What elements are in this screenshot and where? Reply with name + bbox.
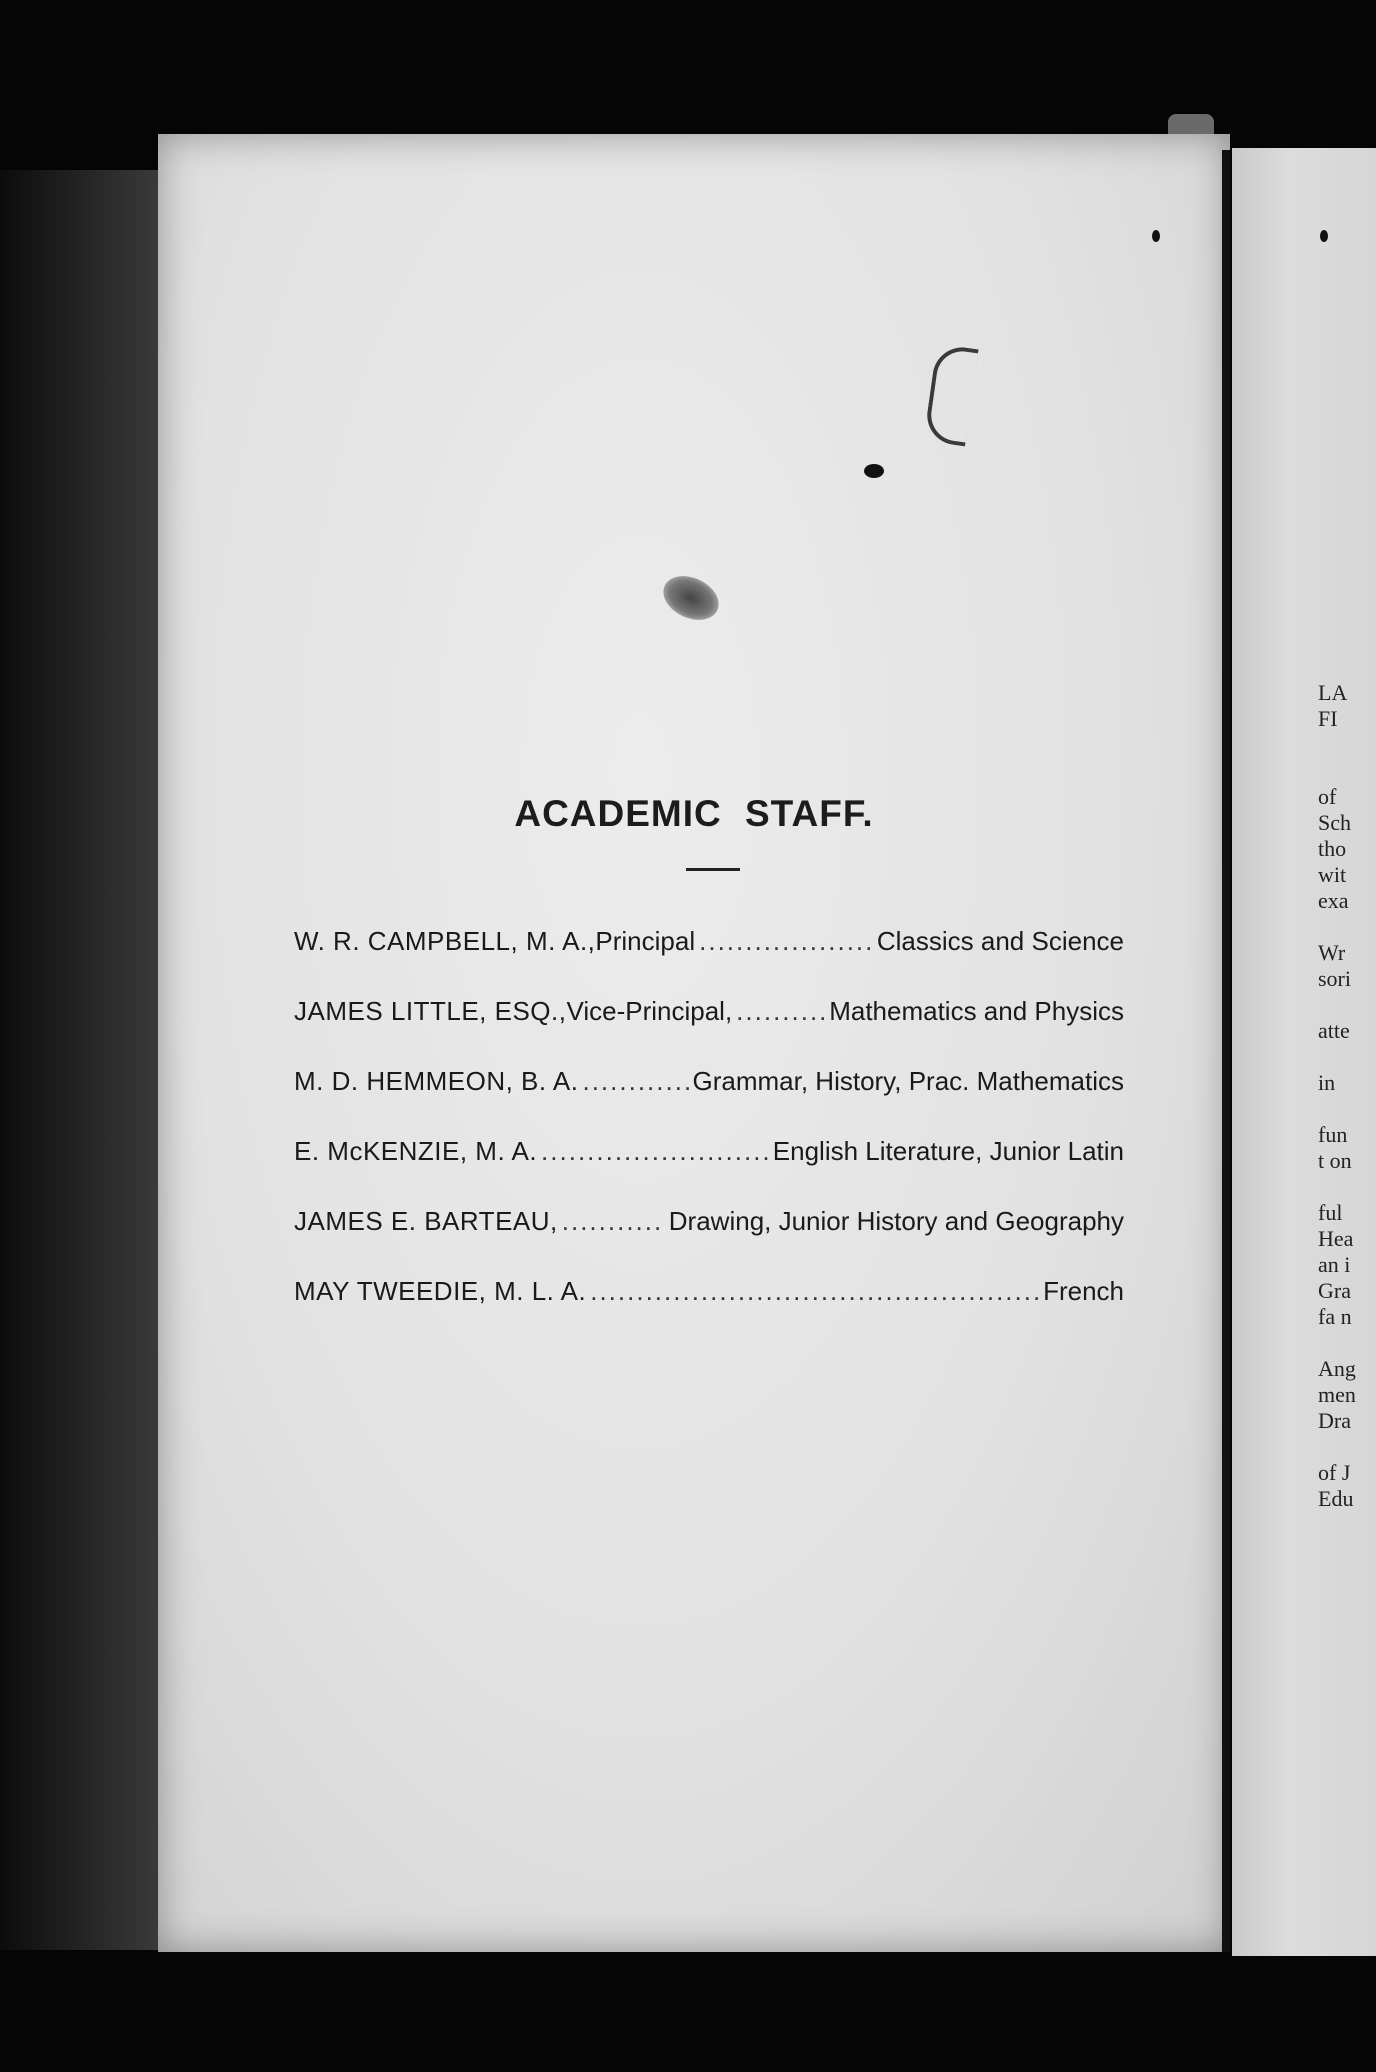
facing-page-fragment: Dra: [1318, 1408, 1351, 1433]
staff-role: Principal: [595, 926, 696, 956]
staff-name: E. McKENZIE, M. A.: [294, 1136, 538, 1166]
dot-leader: [590, 1276, 1039, 1307]
dot-leader: [541, 1136, 769, 1167]
facing-page-fragment: [1318, 1330, 1356, 1356]
facing-page-fragment: [1318, 732, 1356, 758]
staff-role: Vice-Principal,: [566, 996, 733, 1026]
facing-page-fragment: Edu: [1318, 1486, 1354, 1511]
facing-page-fragment: FI: [1318, 706, 1338, 731]
staff-subject: Drawing, Junior History and Geography: [668, 1206, 1124, 1236]
facing-page-fragment: atte: [1318, 1018, 1350, 1043]
staff-row: [294, 926, 1124, 996]
facing-page-fragment: Gra: [1318, 1278, 1351, 1303]
dot-leader: [736, 996, 825, 1027]
title-rule: [686, 868, 740, 871]
facing-page-fragment: exa: [1318, 888, 1349, 913]
dot-leader: [562, 1206, 665, 1237]
staff-subject: Grammar, History, Prac. Mathematics: [692, 1066, 1124, 1096]
staff-list: [294, 926, 1124, 1346]
page-title: ACADEMIC STAFF.: [514, 792, 874, 834]
staff-row: [294, 1066, 1124, 1136]
facing-page-fragment: [1318, 1434, 1356, 1460]
facing-page-fragment: tho: [1318, 836, 1347, 861]
facing-page-fragment: ful: [1318, 1200, 1343, 1225]
facing-page-text: [1318, 680, 1356, 1512]
staff-name: W. R. CAMPBELL, M. A.,: [294, 926, 596, 956]
ink-spot: [1152, 230, 1160, 242]
staff-row: [294, 1276, 1124, 1346]
facing-page-fragment: of J: [1318, 1460, 1351, 1485]
facing-page-fragment: [1318, 1096, 1356, 1122]
facing-page-fragment: Ang: [1318, 1356, 1356, 1381]
staff-name: MAY TWEEDIE, M. L. A.: [294, 1276, 587, 1306]
facing-page-fragment: t on: [1318, 1148, 1352, 1173]
facing-page-fragment: wit: [1318, 862, 1347, 887]
facing-page-fragment: [1318, 1044, 1356, 1070]
facing-page-fragment: fa n: [1318, 1304, 1352, 1329]
ink-spot: [1320, 230, 1328, 242]
facing-page-fragment: LA: [1318, 680, 1348, 705]
staff-row: [294, 996, 1124, 1066]
scan-background: [0, 170, 160, 1950]
staff-name: JAMES E. BARTEAU,: [294, 1206, 558, 1236]
facing-page-fragment: [1318, 914, 1356, 940]
facing-page-fragment: [1318, 1174, 1356, 1200]
facing-page-fragment: sori: [1318, 966, 1351, 991]
page-gutter: [1222, 150, 1230, 1952]
dot-leader: [582, 1066, 688, 1097]
staff-name: JAMES LITTLE, ESQ.,: [294, 996, 567, 1026]
facing-page-fragment: men: [1318, 1382, 1356, 1407]
facing-page-fragment: Hea: [1318, 1226, 1354, 1251]
ink-spot: [864, 464, 884, 478]
staff-row: [294, 1206, 1124, 1276]
facing-page-fragment: Sch: [1318, 810, 1351, 835]
facing-page-fragment: Wr: [1318, 940, 1346, 965]
facing-page-fragment: fun: [1318, 1122, 1348, 1147]
facing-page-fragment: [1318, 758, 1356, 784]
facing-page-fragment: [1318, 992, 1356, 1018]
dot-leader: [699, 926, 873, 957]
facing-page-fragment: in: [1318, 1070, 1336, 1095]
facing-page-fragment: an i: [1318, 1252, 1351, 1277]
staff-subject: French: [1043, 1276, 1124, 1306]
staff-subject: English Literature, Junior Latin: [772, 1136, 1124, 1166]
staff-name: M. D. HEMMEON, B. A.: [294, 1066, 579, 1096]
staff-subject: Classics and Science: [876, 926, 1124, 956]
staff-subject: Mathematics and Physics: [829, 996, 1124, 1026]
facing-page-fragment: of: [1318, 784, 1337, 809]
staff-row: [294, 1136, 1124, 1206]
